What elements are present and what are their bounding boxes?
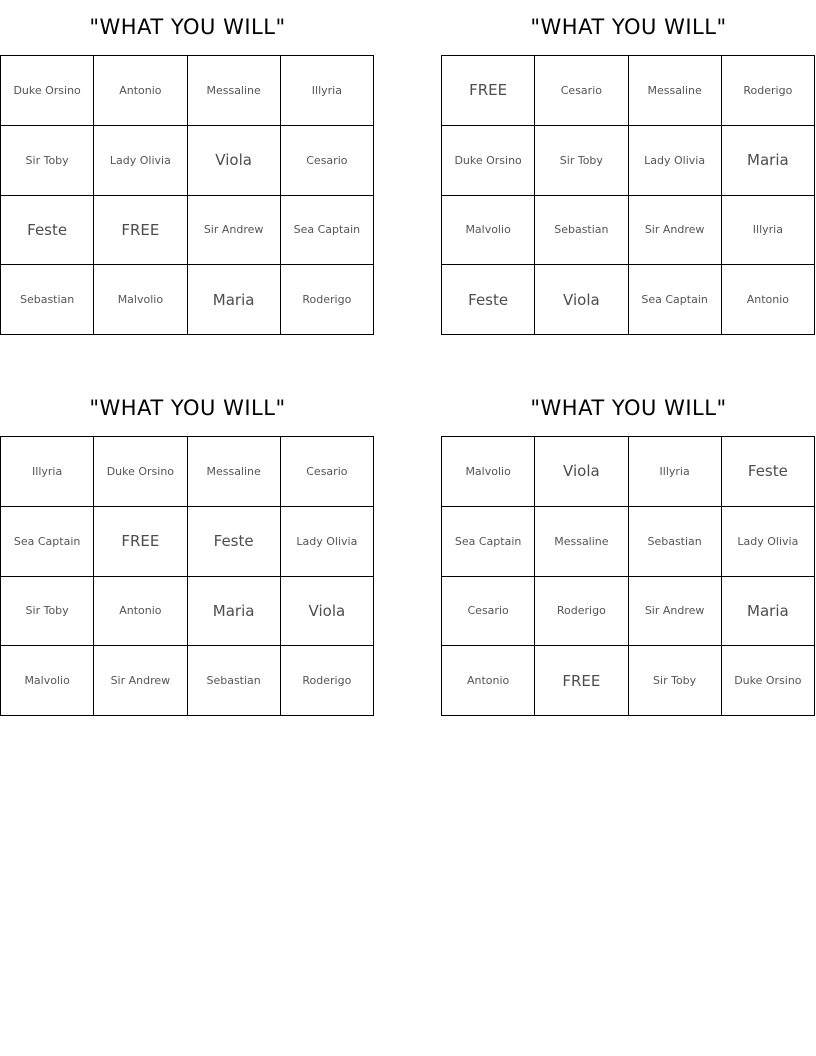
bingo-cell: Messaline xyxy=(188,56,281,126)
bingo-grid xyxy=(441,436,815,716)
bingo-cell: Lady Olivia xyxy=(94,126,187,196)
bingo-cell: Viola xyxy=(281,577,374,647)
bingo-card-4 xyxy=(441,381,816,701)
bingo-cell: Malvolio xyxy=(442,437,535,507)
bingo-cell: Illyria xyxy=(722,196,815,266)
bingo-cell: Sebastian xyxy=(1,265,94,335)
bingo-cell: Malvolio xyxy=(1,646,94,716)
bingo-cell: Feste xyxy=(1,196,94,266)
bingo-cell: Malvolio xyxy=(94,265,187,335)
bingo-cell: Messaline xyxy=(629,56,722,126)
bingo-grid xyxy=(441,55,815,335)
bingo-cell: Maria xyxy=(188,265,281,335)
bingo-cell: Lady Olivia xyxy=(722,507,815,577)
bingo-cell: Duke Orsino xyxy=(1,56,94,126)
bingo-cell: Sea Captain xyxy=(281,196,374,266)
bingo-cell: Illyria xyxy=(281,56,374,126)
bingo-cell: Maria xyxy=(188,577,281,647)
bingo-cell: Sir Toby xyxy=(629,646,722,716)
bingo-cell: Lady Olivia xyxy=(629,126,722,196)
card-title: "WHAT YOU WILL" xyxy=(530,15,727,39)
bingo-cell: Sea Captain xyxy=(1,507,94,577)
bingo-cell: Sebastian xyxy=(535,196,628,266)
bingo-cell: Illyria xyxy=(1,437,94,507)
bingo-cell: Viola xyxy=(188,126,281,196)
bingo-cell: Cesario xyxy=(281,126,374,196)
bingo-cell: Sebastian xyxy=(629,507,722,577)
bingo-cell: Sea Captain xyxy=(442,507,535,577)
bingo-cell: Messaline xyxy=(188,437,281,507)
bingo-cell: Duke Orsino xyxy=(442,126,535,196)
card-title: "WHAT YOU WILL" xyxy=(89,15,286,39)
bingo-cell: Roderigo xyxy=(535,577,628,647)
bingo-cell: Cesario xyxy=(535,56,628,126)
bingo-cell: Messaline xyxy=(535,507,628,577)
bingo-cell: Cesario xyxy=(281,437,374,507)
bingo-cell: Sir Andrew xyxy=(188,196,281,266)
card-title: "WHAT YOU WILL" xyxy=(530,396,727,420)
bingo-cell: Illyria xyxy=(629,437,722,507)
free-cell: FREE xyxy=(94,196,187,266)
bingo-cell: Antonio xyxy=(722,265,815,335)
bingo-card-3 xyxy=(0,381,375,701)
free-cell: FREE xyxy=(442,56,535,126)
bingo-cell: Sir Toby xyxy=(535,126,628,196)
bingo-cell: Roderigo xyxy=(722,56,815,126)
bingo-cell: Maria xyxy=(722,126,815,196)
bingo-grid xyxy=(0,55,374,335)
free-cell: FREE xyxy=(94,507,187,577)
bingo-card-1 xyxy=(0,0,375,320)
bingo-cell: Sir Andrew xyxy=(94,646,187,716)
bingo-cell: Malvolio xyxy=(442,196,535,266)
bingo-cell: Sir Toby xyxy=(1,577,94,647)
bingo-cell: Sir Andrew xyxy=(629,577,722,647)
bingo-cell: Sir Toby xyxy=(1,126,94,196)
bingo-cell: Lady Olivia xyxy=(281,507,374,577)
card-title: "WHAT YOU WILL" xyxy=(89,396,286,420)
bingo-cell: Viola xyxy=(535,437,628,507)
bingo-card-2 xyxy=(441,0,816,320)
bingo-cell: Maria xyxy=(722,577,815,647)
bingo-cell: Antonio xyxy=(94,577,187,647)
bingo-cell: Duke Orsino xyxy=(94,437,187,507)
bingo-cell: Feste xyxy=(442,265,535,335)
bingo-cell: Feste xyxy=(722,437,815,507)
free-cell: FREE xyxy=(535,646,628,716)
bingo-cell: Roderigo xyxy=(281,265,374,335)
bingo-cell: Antonio xyxy=(94,56,187,126)
bingo-cell: Viola xyxy=(535,265,628,335)
bingo-cell: Sea Captain xyxy=(629,265,722,335)
bingo-cell: Sebastian xyxy=(188,646,281,716)
bingo-cell: Roderigo xyxy=(281,646,374,716)
bingo-cell: Sir Andrew xyxy=(629,196,722,266)
bingo-cell: Antonio xyxy=(442,646,535,716)
bingo-grid xyxy=(0,436,374,716)
bingo-cell: Cesario xyxy=(442,577,535,647)
bingo-cell: Feste xyxy=(188,507,281,577)
bingo-cell: Duke Orsino xyxy=(722,646,815,716)
